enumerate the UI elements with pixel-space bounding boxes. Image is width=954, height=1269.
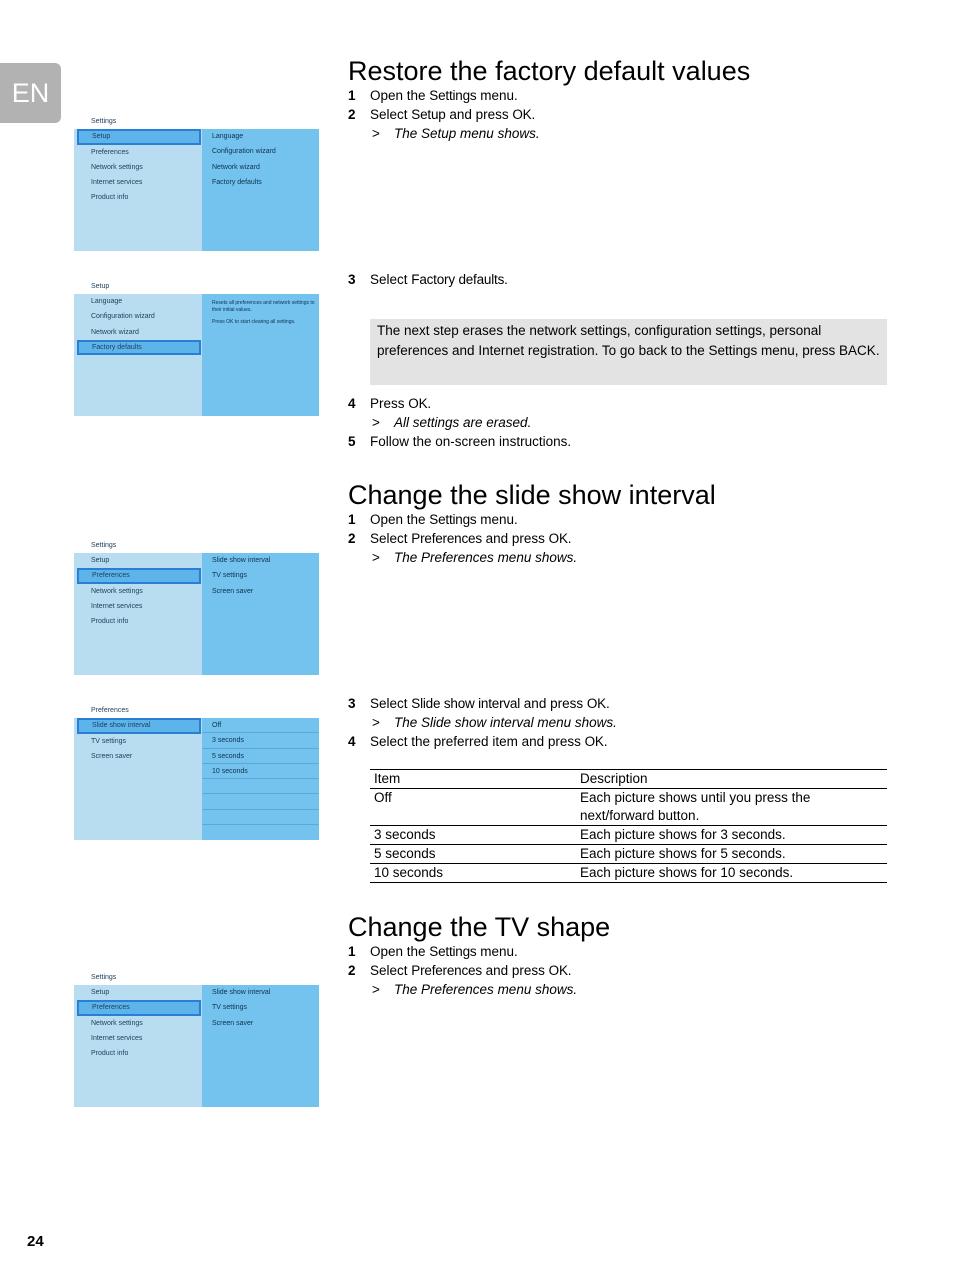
menu-item: Internet services	[91, 603, 143, 611]
preferences-menu-screenshot	[74, 703, 319, 840]
interval-option-empty	[202, 810, 319, 825]
menu-left-pane	[74, 129, 202, 251]
menu-item: Setup	[91, 557, 110, 564]
menu-item: Network settings	[91, 587, 143, 595]
menu-item: Slide show interval	[77, 718, 201, 734]
table-cell: 3 seconds	[370, 826, 576, 845]
menu-right-pane	[202, 985, 319, 1107]
description-text: Resets all preferences and network settings to their initial values.	[212, 300, 315, 313]
table-row	[370, 789, 887, 826]
interval-option-empty	[202, 779, 319, 794]
step: 2 Select Preferences and press OK.	[348, 963, 572, 978]
menu-item: TV settings	[91, 737, 127, 745]
submenu-item: TV settings	[212, 1004, 248, 1012]
step: 2 Select Preferences and press OK.	[348, 531, 572, 546]
table-cell: Each picture shows until you press the next/forward button.	[576, 789, 887, 826]
menu-left-pane	[74, 553, 202, 675]
menu-item: Screen saver	[91, 752, 133, 760]
menu-item: Setup	[91, 989, 110, 996]
section-title-restore: Restore the factory default values	[348, 56, 751, 86]
menu-right-pane	[202, 718, 319, 840]
settings-menu-screenshot-2	[74, 538, 319, 675]
menu-item: Product info	[91, 194, 129, 202]
menu-item: Internet services	[91, 1035, 143, 1043]
table-cell: Each picture shows for 5 seconds.	[576, 845, 887, 864]
step: 5 Follow the on-screen instructions.	[348, 434, 572, 449]
table-row	[370, 864, 887, 883]
menu-header: Settings	[74, 970, 319, 985]
interval-option: 10 seconds	[202, 764, 319, 779]
step: 4 Select the preferred item and press OK.	[348, 734, 608, 749]
submenu-item: Screen saver	[212, 1019, 254, 1027]
table-cell: 10 seconds	[370, 864, 576, 883]
menu-header: Settings	[74, 114, 319, 129]
menu-left-pane	[74, 294, 202, 416]
submenu-item: Slide show interval	[212, 989, 271, 996]
table-header: Description	[576, 770, 887, 789]
table-cell: Each picture shows for 10 seconds.	[576, 864, 887, 883]
interval-table	[370, 769, 887, 883]
menu-item: Network settings	[91, 163, 143, 171]
interval-option-empty	[202, 794, 319, 809]
settings-menu-screenshot-1	[74, 114, 319, 251]
table-row	[370, 845, 887, 864]
menu-item: Preferences	[91, 148, 129, 156]
step-result: > All settings are erased.	[372, 415, 532, 430]
menu-item: Network wizard	[91, 328, 139, 336]
menu-right-pane	[202, 294, 319, 416]
step-result: > The Setup menu shows.	[372, 126, 540, 141]
menu-right-pane	[202, 129, 319, 251]
submenu-item: TV settings	[212, 572, 248, 580]
table-row	[370, 826, 887, 845]
factory-defaults-description	[202, 294, 319, 326]
menu-item: Network settings	[91, 1019, 143, 1027]
section-title-tvshape: Change the TV shape	[348, 912, 611, 942]
submenu-item: Slide show interval	[212, 557, 271, 564]
table-header-row	[370, 770, 887, 789]
step: 3 Select Slide show interval and press OK.	[348, 696, 610, 711]
step: 1 Open the Settings menu.	[348, 944, 518, 959]
table-header: Item	[370, 770, 576, 789]
submenu-item: Network wizard	[212, 163, 260, 171]
step: 1 Open the Settings menu.	[348, 512, 518, 527]
menu-item: Product info	[91, 1050, 129, 1058]
warning-note: The next step erases the network settings, configuration settings, personal preferences and Internet registration. To go back to the Settings menu, press BACK.	[370, 319, 887, 385]
menu-item: Setup	[77, 129, 201, 145]
step: 4 Press OK.	[348, 396, 432, 411]
table-cell: 5 seconds	[370, 845, 576, 864]
table-cell: Each picture shows for 3 seconds.	[576, 826, 887, 845]
menu-header: Preferences	[74, 703, 319, 718]
menu-item: Configuration wizard	[91, 313, 155, 321]
menu-item: Preferences	[77, 1000, 201, 1016]
language-tab: EN	[0, 63, 61, 123]
step: 1 Open the Settings menu.	[348, 88, 518, 103]
menu-item: Internet services	[91, 179, 143, 187]
table-cell: Off	[370, 789, 576, 826]
step: 2 Select Setup and press OK.	[348, 107, 536, 122]
menu-item: Language	[91, 298, 123, 305]
page-number: 24	[27, 1233, 44, 1250]
section-title-slideshow: Change the slide show interval	[348, 480, 716, 510]
submenu-item: Configuration wizard	[212, 148, 276, 156]
description-text: Press OK to start clearing all settings.	[212, 319, 296, 325]
interval-option: 3 seconds	[202, 733, 319, 748]
interval-option: 5 seconds	[202, 749, 319, 764]
setup-menu-screenshot	[74, 279, 319, 416]
menu-header: Settings	[74, 538, 319, 553]
submenu-item: Screen saver	[212, 587, 254, 595]
step-result: > The Slide show interval menu shows.	[372, 715, 617, 730]
menu-right-pane	[202, 553, 319, 675]
submenu-item: Language	[212, 133, 244, 140]
step-result: > The Preferences menu shows.	[372, 982, 578, 997]
menu-item: Factory defaults	[77, 340, 201, 356]
menu-left-pane	[74, 718, 202, 840]
menu-item: Preferences	[77, 568, 201, 584]
settings-menu-screenshot-3	[74, 970, 319, 1107]
submenu-item: Factory defaults	[212, 178, 262, 186]
menu-header: Setup	[74, 279, 319, 294]
step-result: > The Preferences menu shows.	[372, 550, 578, 565]
menu-item: Product info	[91, 618, 129, 626]
step: 3 Select Factory defaults.	[348, 272, 508, 287]
menu-left-pane	[74, 985, 202, 1107]
interval-option: Off	[202, 718, 319, 733]
